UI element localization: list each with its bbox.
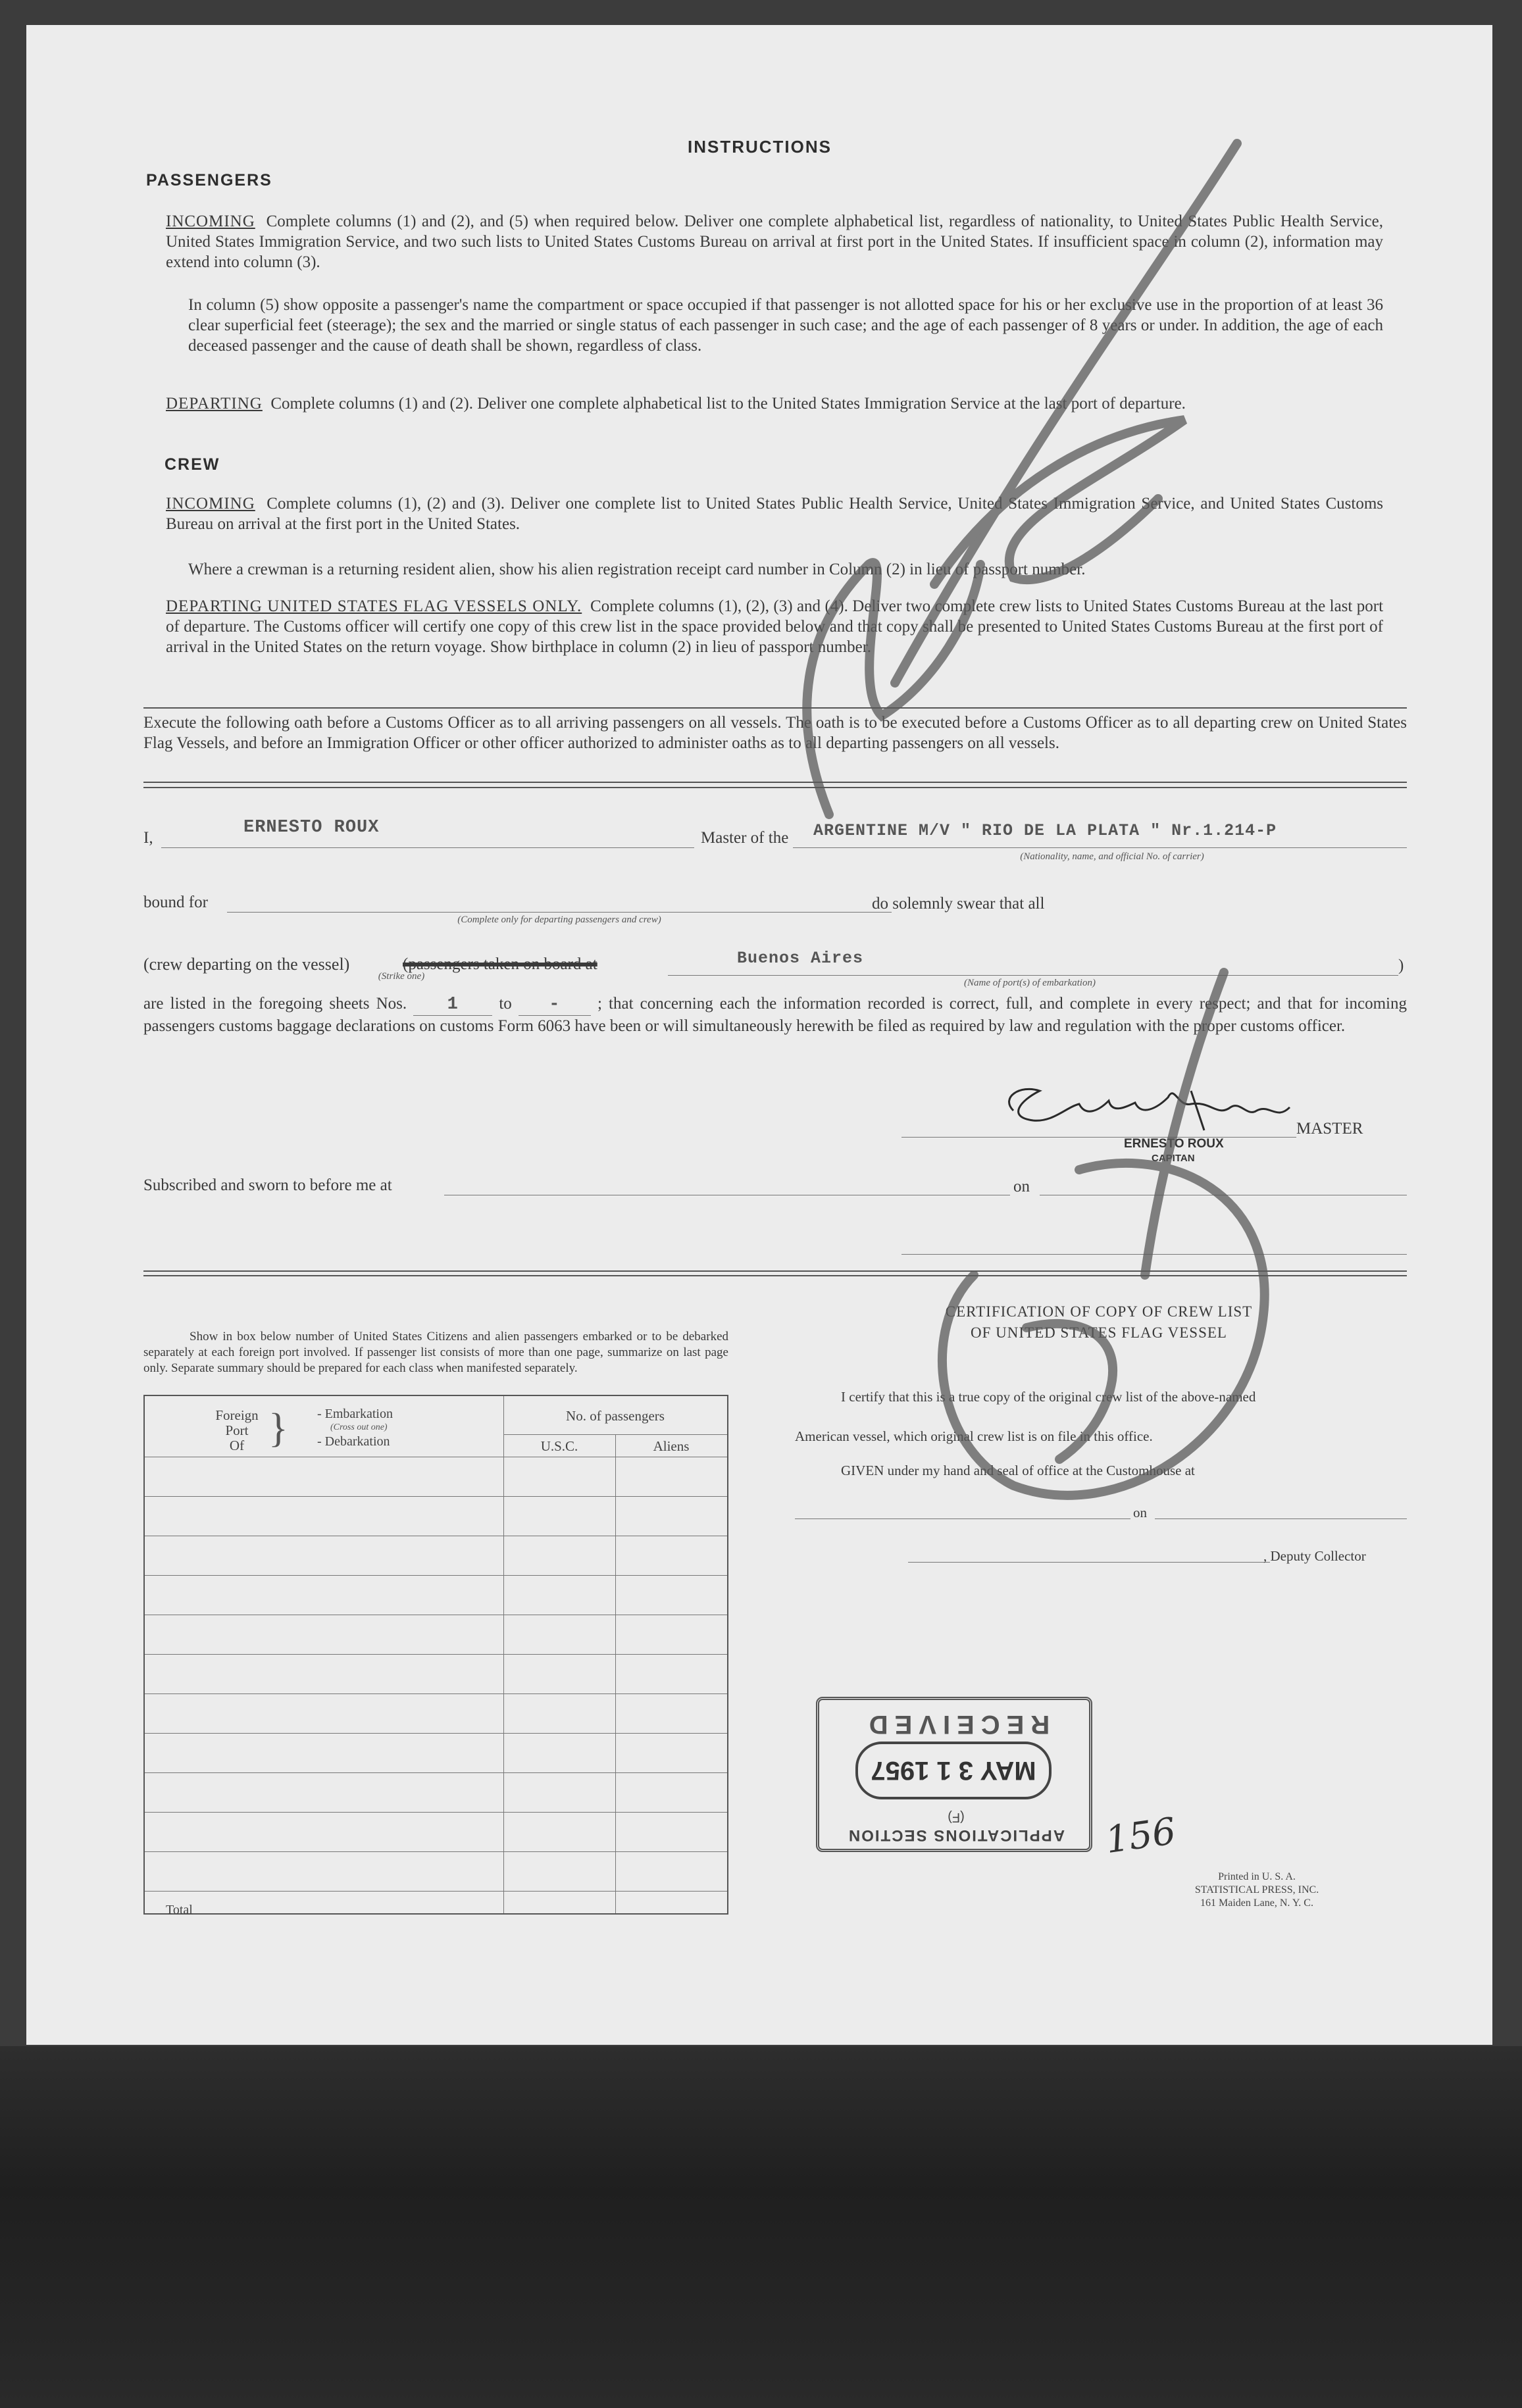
embarkation-label: - Embarkation (317, 1407, 393, 1421)
stamp-section: APPLICATIONS SECTION (847, 1826, 1065, 1844)
printer-line-2: STATISTICAL PRESS, INC. (1194, 1884, 1319, 1895)
passengers-column5-text: In column (5) show opposite a passenger's name the compartment or space occupied if that passenger is not allotted space for his or her exclusive use in the proportion of at least 36 clear superficial feet (steerage); the sex and the married or single status of each passenger in such case; and the age of each passenger of 8 years or under. In addition, the age of each deceased passenger and the cause of death shall be shown, regardless of class. (188, 296, 1383, 355)
scanner-background (0, 2046, 1522, 2408)
crew-resident-text: Where a crewman is a returning resident alien, show his alien registration receipt card number in Column (2) in lieu of passport number. (188, 561, 1086, 578)
certify-line-2: American vessel, which original crew list is on file in this office. (795, 1428, 1153, 1444)
usc-header: U.S.C. (540, 1438, 578, 1454)
subscribed-on-label: on (1013, 1178, 1030, 1195)
summary-note: Show in box below number of United States Citizens and alien passengers embarked or to be debarked separately at each foreign port involved. If passenger list consists of more than one page, summarize on last page only. Separate summary should be prepared for each class when manifested separately. (143, 1330, 728, 1375)
crew-list-back-page (26, 25, 1492, 2045)
bound-for-label: bound for (143, 893, 208, 911)
given-line: GIVEN under my hand and seal of office at the Customhouse at (841, 1463, 1195, 1478)
passengers-departing-label: DEPARTING (166, 395, 263, 413)
passengers-incoming-label: INCOMING (166, 213, 255, 230)
passengers-heading: PASSENGERS (146, 171, 272, 189)
printer-line-1: Printed in U. S. A. (1218, 1871, 1296, 1882)
to-label: to (499, 995, 512, 1013)
certify-line-1: I certify that this is a true copy of the original crew list of the above-named (841, 1389, 1256, 1405)
certification-title-1: CERTIFICATION OF COPY OF CREW LIST (945, 1303, 1253, 1320)
swear-text: do solemnly swear that all (872, 895, 1045, 913)
master-name-typed[interactable]: ERNESTO ROUX (243, 818, 380, 838)
port-typed[interactable]: Buenos Aires (737, 949, 864, 968)
master-stamp-name: ERNESTO ROUX (1124, 1137, 1224, 1151)
of-label: Of (229, 1438, 245, 1453)
brace-icon: } (268, 1406, 288, 1451)
close-paren: ) (1398, 957, 1404, 974)
port-caption: (Name of port(s) of embarkation) (964, 978, 1096, 988)
pencil-digit-7 (1027, 1324, 1113, 1459)
master-of-label: Master of the (701, 829, 789, 847)
pencil-digit-5b (934, 420, 1184, 584)
subscribed-label: Subscribed and sworn to before me at (143, 1176, 392, 1194)
pencil-slash (895, 143, 1237, 683)
vessel-caption: (Nationality, name, and official No. of carrier) (1020, 851, 1204, 862)
crew-departing-label: DEPARTING UNITED STATES FLAG VESSELS ONLY. (166, 597, 582, 615)
passengers-incoming-text: Complete columns (1) and (2), and (5) when required below. Deliver one complete alphabetical list, regardless of nationality, to United States Public Health Service, United States Immigration Service, and two such lists to United States Customs Bureau on arrival at first port in the United States. If insufficient space in column (2), information may extend into column (3). (166, 213, 1384, 271)
listed-text-1: are listed in the foregoing sheets Nos. (143, 995, 407, 1013)
certification-on-label: on (1133, 1505, 1147, 1520)
handwritten-page-number: 156 (1102, 1809, 1179, 1863)
no-of-passengers-header: No. of passengers (566, 1408, 665, 1424)
strike-caption: (Strike one) (378, 971, 425, 982)
bound-for-caption: (Complete only for departing passengers and crew) (457, 915, 661, 925)
deputy-collector-label: , Deputy Collector (1263, 1548, 1366, 1564)
stamp-date: MAY 3 1 1957 (855, 1742, 1052, 1799)
passengers-taken-text: (passengers taken on board at (403, 955, 597, 973)
debarkation-label: - Debarkation (317, 1434, 390, 1449)
pencil-circle (942, 1163, 1265, 1495)
pencil-digit-5 (807, 563, 980, 815)
master-stamp-title: CAPITAN (1152, 1153, 1195, 1164)
crew-departing-option: (crew departing on the vessel) (143, 955, 350, 974)
stamp-section-code: (F) (948, 1810, 965, 1824)
crew-departing-text: Complete columns (1), (2), (3) and (4). Deliver two complete crew lists to United States Customs Bureau at the last port of departure. The Customs officer will certify one copy of this crew list in the space provided below and that copy shall be presented to United States Customs Bureau at the first port of arrival in the United States on the return voyage. Show birthplace in column (2) in lieu of passport number. (166, 597, 1384, 656)
pencil-annotations (26, 25, 1492, 2045)
port-label: Port (225, 1422, 249, 1438)
sheet-from[interactable]: 1 (413, 994, 492, 1016)
i-label: I, (143, 829, 153, 847)
passengers-departing-text: Complete columns (1) and (2). Deliver one complete alphabetical list to the United States Immigration Service at the last port of departure. (270, 395, 1186, 413)
printer-line-3: 161 Maiden Lane, N. Y. C. (1200, 1897, 1313, 1909)
crew-heading: CREW (165, 455, 220, 474)
cross-out-caption: (Cross out one) (330, 1422, 388, 1432)
oath-intro: Execute the following oath before a Customs Officer as to all arriving passengers on all vessels. The oath is to be executed before a Customs Officer as to all departing crew on United States Flag Vessels, and before an Immigration Officer or other officer authorized to administer oaths as to all departing passengers on all vessels. (143, 714, 1407, 752)
crew-incoming-text: Complete columns (1), (2) and (3). Deliver one complete list to United States Public Health Service, United States Immigration Service, and United States Customs Bureau on arrival at the first port in the United States. (166, 495, 1383, 533)
master-label: MASTER (1296, 1120, 1363, 1138)
crew-incoming-label: INCOMING (166, 495, 255, 513)
listed-text-2: ; that concerning each the information recorded is correct, full, and complete in every respect; and that for incoming passengers customs baggage declarations on customs Form 6063 have been or will simultaneously herewith be filed as required by law and regulation with the proper customs officer. (143, 995, 1408, 1035)
foreign-label: Foreign (215, 1407, 259, 1423)
certification-title-2: OF UNITED STATES FLAG VESSEL (971, 1324, 1227, 1341)
total-label: Total (166, 1903, 193, 1917)
stamp-received: RECEIVED (862, 1710, 1050, 1739)
aliens-header: Aliens (653, 1438, 690, 1454)
vessel-typed[interactable]: ARGENTINE M/V " RIO DE LA PLATA " Nr.1.214-P (813, 821, 1277, 840)
sheet-to[interactable]: - (519, 994, 591, 1016)
page-title: INSTRUCTIONS (688, 137, 832, 157)
pencil-stroke (1145, 972, 1224, 1275)
